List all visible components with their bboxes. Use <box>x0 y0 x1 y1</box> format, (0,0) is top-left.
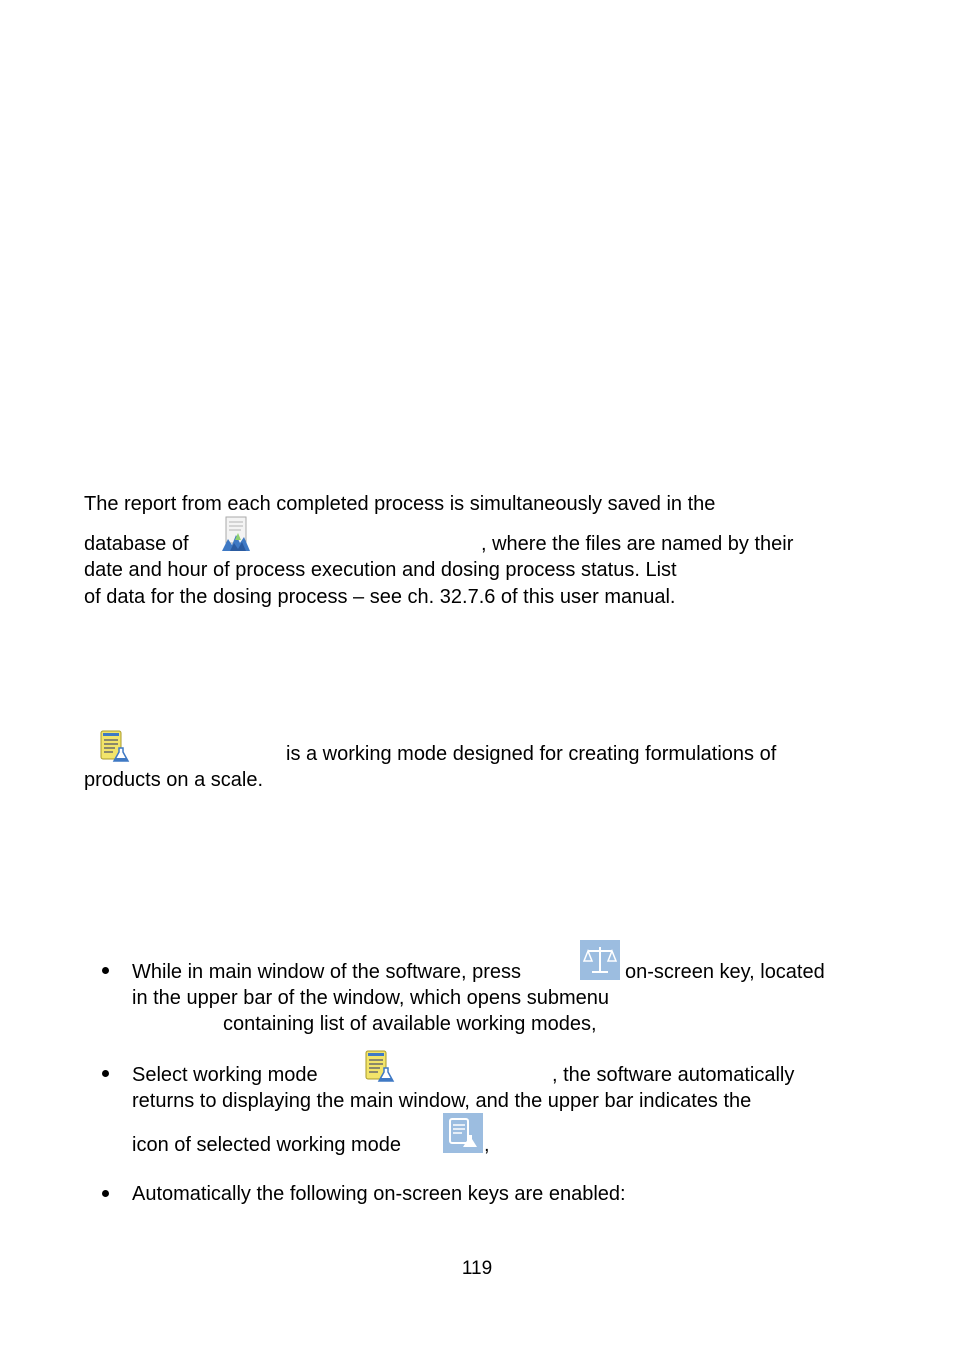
step-2-line-3-prefix: icon of selected working mode <box>132 1134 402 1156</box>
bullet-point <box>102 967 109 974</box>
formulations-paragraph-line-1: is a working mode designed for creating formulations of <box>286 743 777 765</box>
step-1-line-2: in the upper bar of the window, which opens submenu <box>132 987 609 1009</box>
report-paragraph-line-2-prefix: database of <box>84 533 189 555</box>
step-3-line-1: Automatically the following on-screen keys are enabled: <box>132 1183 626 1205</box>
report-paragraph-line-3: date and hour of process execution and dosing process status. List <box>84 559 677 581</box>
report-paragraph-line-4: of data for the dosing process – see ch. 32.7.6 of this user manual. <box>84 586 676 608</box>
step-1-line-3: containing list of available working modes, <box>223 1013 597 1035</box>
reports-database-icon <box>220 515 254 553</box>
step-2-line-1-prefix: Select working mode <box>132 1064 318 1086</box>
step-1-line-1-suffix: on-screen key, located <box>625 961 825 983</box>
bullet-point <box>102 1190 109 1197</box>
formulations-mode-key-icon <box>443 1113 483 1153</box>
page-number: 119 <box>461 1258 493 1279</box>
bullet-point <box>102 1070 109 1077</box>
working-modes-scale-icon[interactable] <box>580 940 620 980</box>
report-paragraph-line-2-suffix: , where the files are named by their <box>481 533 794 555</box>
formulations-paragraph-line-2: products on a scale. <box>84 769 263 791</box>
step-2-line-1-suffix: , the software automatically <box>552 1064 795 1086</box>
formulations-mode-icon <box>364 1050 396 1084</box>
step-2-line-3-suffix: , <box>484 1134 490 1156</box>
formulations-mode-icon <box>99 730 131 764</box>
step-2-line-2: returns to displaying the main window, and the upper bar indicates the <box>132 1090 752 1112</box>
report-paragraph-line-1: The report from each completed process is simultaneously saved in the <box>84 493 716 515</box>
step-1-line-1-prefix: While in main window of the software, press <box>132 961 522 983</box>
